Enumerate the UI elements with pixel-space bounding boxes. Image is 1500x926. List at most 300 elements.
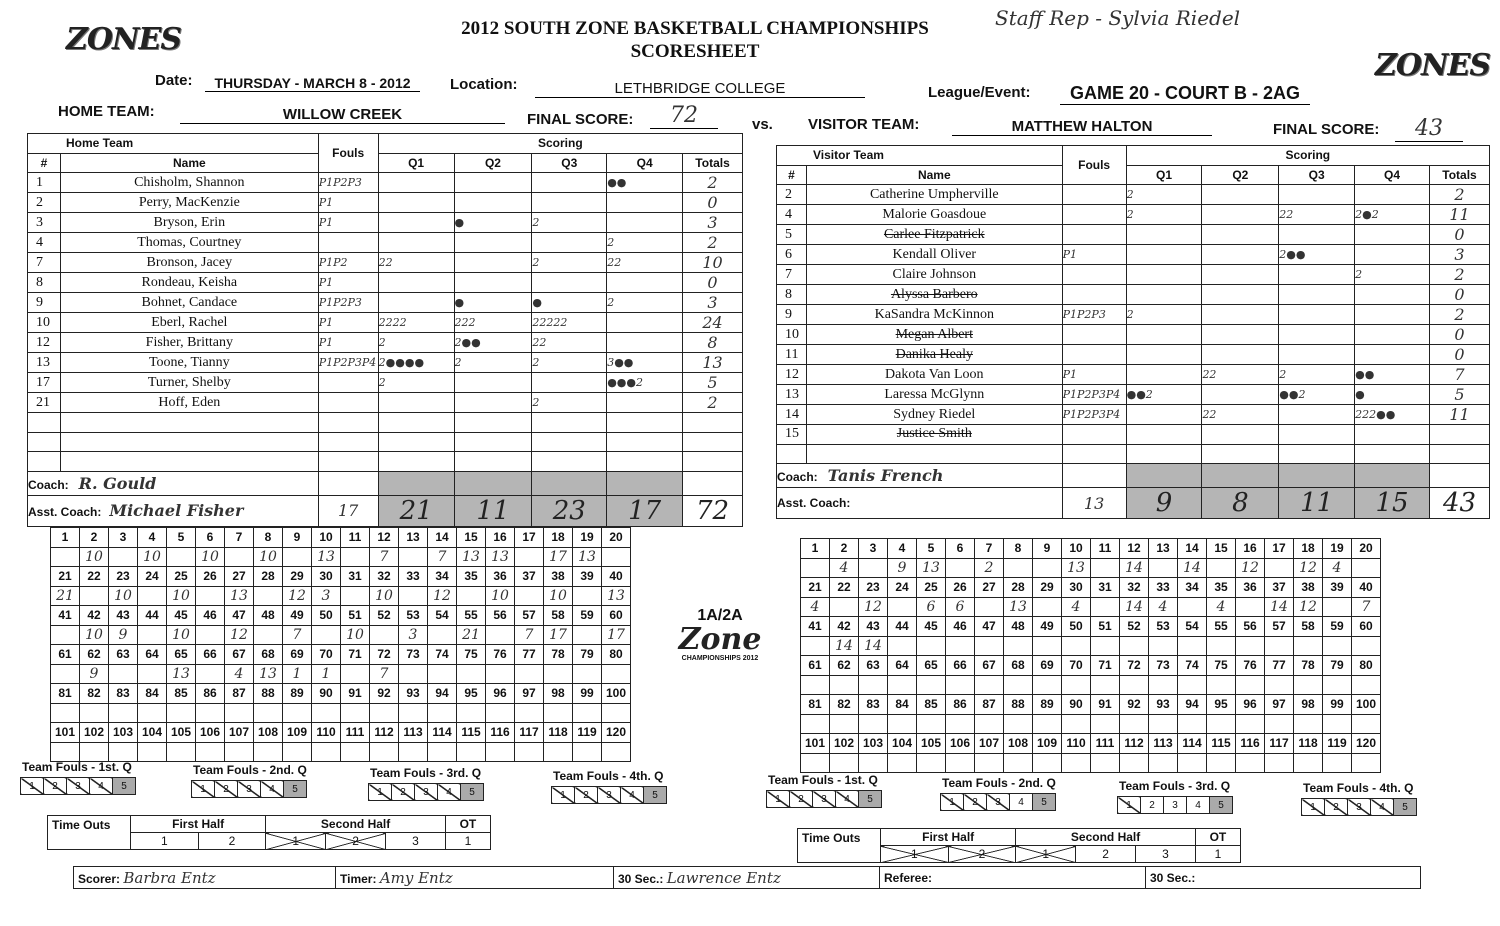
foul-box: 4 xyxy=(1010,794,1033,811)
score-number: 32 xyxy=(1120,578,1149,598)
score-mark xyxy=(946,636,975,656)
score-number: 101 xyxy=(801,734,830,754)
home-coach-signature: R. Gould xyxy=(78,473,157,493)
score-number: 99 xyxy=(573,684,602,704)
player-q1 xyxy=(378,293,454,313)
player-q2 xyxy=(1202,245,1279,265)
score-number: 93 xyxy=(1149,695,1178,715)
player-q1 xyxy=(378,393,454,413)
score-mark xyxy=(1294,714,1323,734)
score-mark: 13 xyxy=(1062,558,1091,578)
player-q1 xyxy=(1126,325,1202,345)
player-q3: 2●● xyxy=(1279,245,1355,265)
score-mark: 7 xyxy=(515,625,544,645)
timer-value: Amy Entz xyxy=(379,868,453,887)
player-total: 2 xyxy=(1430,265,1490,285)
score-mark xyxy=(515,586,544,606)
player-name: Kendall Oliver xyxy=(806,245,1062,265)
player-fouls: P1P2P3 xyxy=(318,173,378,193)
visitor-team-fouls-total: 13 xyxy=(1062,488,1126,519)
player-fouls: P1P2 xyxy=(318,253,378,273)
foul-box: 1 xyxy=(552,787,575,804)
score-number: 61 xyxy=(801,656,830,676)
score-number: 118 xyxy=(1294,734,1323,754)
player-q4: 2 xyxy=(607,233,683,253)
player-row xyxy=(28,253,743,273)
player-q1: 22 xyxy=(378,253,454,273)
player-fouls xyxy=(318,432,378,452)
home-team-fouls-q3 xyxy=(368,783,484,801)
score-mark xyxy=(573,586,602,606)
score-number: 68 xyxy=(1004,656,1033,676)
score-mark xyxy=(888,675,917,695)
score-mark: 13 xyxy=(167,664,196,684)
score-mark xyxy=(859,558,888,578)
score-number: 63 xyxy=(109,645,138,665)
score-mark: 10 xyxy=(370,586,399,606)
score-mark: 10 xyxy=(80,547,109,567)
visitor-section-label: Visitor Team xyxy=(777,146,1063,166)
score-mark: 1 xyxy=(312,664,341,684)
score-number: 5 xyxy=(167,528,196,548)
score-mark: 4 xyxy=(830,558,859,578)
player-total xyxy=(683,413,743,433)
player-fouls xyxy=(318,233,378,253)
player-name: Toone, Tianny xyxy=(60,353,318,373)
foul-box: 5 xyxy=(859,791,882,808)
player-number xyxy=(28,413,61,433)
player-total: 0 xyxy=(1430,345,1490,365)
score-number: 120 xyxy=(602,723,631,743)
score-mark xyxy=(196,586,225,606)
score-number: 107 xyxy=(975,734,1004,754)
score-mark xyxy=(1294,675,1323,695)
player-number: 10 xyxy=(777,325,807,345)
score-mark xyxy=(428,625,457,645)
player-number: 17 xyxy=(28,373,61,393)
score-mark xyxy=(602,664,631,684)
foul-box: 5 xyxy=(1033,794,1056,811)
score-mark: 17 xyxy=(544,547,573,567)
player-name: Megan Albert xyxy=(806,325,1062,345)
score-mark: 14 xyxy=(1265,597,1294,617)
score-mark xyxy=(602,742,631,762)
score-mark xyxy=(283,742,312,762)
score-number: 8 xyxy=(1004,539,1033,559)
score-mark xyxy=(399,547,428,567)
score-mark: 13 xyxy=(1004,597,1033,617)
score-number: 96 xyxy=(1236,695,1265,715)
player-q2: ● xyxy=(454,293,532,313)
player-q4: ●●●2 xyxy=(607,373,683,393)
score-mark xyxy=(830,675,859,695)
player-q3: 2 xyxy=(532,353,607,373)
score-number: 14 xyxy=(1178,539,1207,559)
player-fouls xyxy=(1062,325,1126,345)
player-name: Justice Smith xyxy=(806,425,1062,445)
score-mark xyxy=(1294,636,1323,656)
player-fouls xyxy=(1062,285,1126,305)
score-mark xyxy=(1004,675,1033,695)
score-number: 49 xyxy=(1033,617,1062,637)
player-q2 xyxy=(1202,345,1279,365)
player-number: 21 xyxy=(28,393,61,413)
score-number: 64 xyxy=(138,645,167,665)
score-mark xyxy=(1323,636,1352,656)
score-mark xyxy=(225,703,254,723)
score-number: 62 xyxy=(830,656,859,676)
foul-box: 1 xyxy=(21,778,44,795)
score-number: 72 xyxy=(370,645,399,665)
score-number: 86 xyxy=(946,695,975,715)
player-q1 xyxy=(378,413,454,433)
score-mark xyxy=(1352,636,1381,656)
player-name: Malorie Goasdoue xyxy=(806,205,1062,225)
score-mark xyxy=(1149,636,1178,656)
score-mark xyxy=(399,703,428,723)
player-fouls xyxy=(318,413,378,433)
score-number: 68 xyxy=(254,645,283,665)
home-team-value: WILLOW CREEK xyxy=(180,106,505,124)
player-q4: 2 xyxy=(607,293,683,313)
player-number: 4 xyxy=(28,233,61,253)
player-number: 15 xyxy=(777,425,807,445)
score-number: 2 xyxy=(80,528,109,548)
score-mark: 10 xyxy=(196,547,225,567)
score-mark xyxy=(51,625,80,645)
home-roster-table xyxy=(27,133,743,527)
score-number: 13 xyxy=(1149,539,1178,559)
score-mark: 12 xyxy=(1294,558,1323,578)
score-mark: 12 xyxy=(283,586,312,606)
score-number: 85 xyxy=(167,684,196,704)
player-number: 12 xyxy=(28,333,61,353)
home-asst-coach-label: Asst. Coach: xyxy=(28,505,102,519)
player-number: 5 xyxy=(777,225,807,245)
player-name: Bronson, Jacey xyxy=(60,253,318,273)
player-total: 3 xyxy=(1430,245,1490,265)
score-mark xyxy=(1033,558,1062,578)
score-number: 60 xyxy=(602,606,631,626)
player-name: Eberl, Rachel xyxy=(60,313,318,333)
player-q1 xyxy=(378,452,454,472)
score-mark xyxy=(1033,636,1062,656)
score-mark: 7 xyxy=(1352,597,1381,617)
score-number: 33 xyxy=(1149,578,1178,598)
score-number: 26 xyxy=(196,567,225,587)
score-number: 55 xyxy=(1207,617,1236,637)
score-mark xyxy=(1091,753,1120,773)
score-number: 91 xyxy=(1091,695,1120,715)
player-number: 10 xyxy=(28,313,61,333)
player-name xyxy=(60,432,318,452)
score-mark xyxy=(1207,558,1236,578)
player-q2 xyxy=(1202,285,1279,305)
score-number: 24 xyxy=(888,578,917,598)
col-q2: Q2 xyxy=(454,153,532,173)
foul-box: 2 xyxy=(964,794,987,811)
score-number: 117 xyxy=(1265,734,1294,754)
score-mark xyxy=(917,753,946,773)
score-number: 115 xyxy=(1207,734,1236,754)
player-name: Laressa McGlynn xyxy=(806,385,1062,405)
score-mark xyxy=(312,742,341,762)
score-mark xyxy=(801,636,830,656)
player-number: 3 xyxy=(28,213,61,233)
league-value: GAME 20 - COURT B - 2AG xyxy=(1060,83,1310,105)
score-number: 11 xyxy=(1091,539,1120,559)
staff-rep-note: Staff Rep - Sylvia Riedel xyxy=(995,6,1241,30)
score-mark: 10 xyxy=(167,586,196,606)
foul-box: 3 xyxy=(813,791,836,808)
score-mark xyxy=(573,703,602,723)
score-number: 10 xyxy=(1062,539,1091,559)
score-number: 39 xyxy=(1323,578,1352,598)
score-mark: 13 xyxy=(457,547,486,567)
home-running-score xyxy=(50,527,631,762)
player-q3: 2 xyxy=(532,393,607,413)
score-number: 19 xyxy=(573,528,602,548)
score-mark xyxy=(830,753,859,773)
score-number: 111 xyxy=(1091,734,1120,754)
player-q4: 3●● xyxy=(607,353,683,373)
score-mark xyxy=(1004,636,1033,656)
player-q2 xyxy=(1202,425,1279,445)
score-mark xyxy=(370,703,399,723)
player-q2 xyxy=(454,373,532,393)
score-number: 16 xyxy=(486,528,515,548)
player-q2 xyxy=(1202,444,1279,464)
player-number: 8 xyxy=(777,285,807,305)
player-number: 14 xyxy=(777,405,807,425)
score-number: 36 xyxy=(486,567,515,587)
v-col-q2: Q2 xyxy=(1202,165,1279,185)
score-number: 28 xyxy=(254,567,283,587)
player-q4 xyxy=(1355,245,1430,265)
player-q4: ●● xyxy=(1355,365,1430,385)
player-number: 11 xyxy=(777,345,807,365)
player-q1 xyxy=(1126,265,1202,285)
score-mark xyxy=(1207,753,1236,773)
v-col-q4: Q4 xyxy=(1355,165,1430,185)
player-q1: 2222 xyxy=(378,313,454,333)
player-row xyxy=(28,173,743,193)
score-number: 105 xyxy=(917,734,946,754)
foul-box: 3 xyxy=(238,781,261,798)
player-q2 xyxy=(454,432,532,452)
vs-label: vs. xyxy=(752,116,773,133)
score-number: 100 xyxy=(602,684,631,704)
player-name: Danika Healy xyxy=(806,345,1062,365)
foul-box: 2 xyxy=(215,781,238,798)
player-fouls xyxy=(1062,425,1126,445)
score-number: 63 xyxy=(859,656,888,676)
score-mark xyxy=(1004,714,1033,734)
player-q3 xyxy=(1279,185,1355,205)
score-number: 82 xyxy=(830,695,859,715)
score-mark xyxy=(573,742,602,762)
player-row xyxy=(777,285,1490,305)
score-mark xyxy=(1352,558,1381,578)
score-mark xyxy=(196,703,225,723)
score-number: 67 xyxy=(225,645,254,665)
score-number: 9 xyxy=(283,528,312,548)
player-q3: ●●2 xyxy=(1279,385,1355,405)
score-mark xyxy=(312,703,341,723)
score-mark: 13 xyxy=(486,547,515,567)
score-mark xyxy=(1091,675,1120,695)
score-number: 115 xyxy=(457,723,486,743)
player-fouls: P1 xyxy=(318,333,378,353)
score-mark xyxy=(1323,753,1352,773)
col-fouls: Fouls xyxy=(318,134,378,173)
player-q3 xyxy=(1279,425,1355,445)
score-mark xyxy=(1265,636,1294,656)
player-total xyxy=(683,452,743,472)
home-first-half: First Half xyxy=(131,816,266,833)
score-mark: 7 xyxy=(370,664,399,684)
score-number: 6 xyxy=(196,528,225,548)
score-number: 98 xyxy=(1294,695,1323,715)
score-number: 95 xyxy=(457,684,486,704)
score-number: 50 xyxy=(312,606,341,626)
score-number: 84 xyxy=(138,684,167,704)
player-number: 7 xyxy=(28,253,61,273)
score-number: 70 xyxy=(312,645,341,665)
score-mark xyxy=(859,675,888,695)
score-mark xyxy=(1004,558,1033,578)
score-number: 5 xyxy=(917,539,946,559)
player-q1 xyxy=(1126,405,1202,425)
player-q4 xyxy=(607,193,683,213)
score-number: 21 xyxy=(51,567,80,587)
score-mark xyxy=(254,742,283,762)
score-mark xyxy=(341,742,370,762)
score-number: 42 xyxy=(830,617,859,637)
player-total xyxy=(1430,425,1490,445)
home-timeouts xyxy=(47,815,491,850)
player-fouls: P1P2P3 xyxy=(318,293,378,313)
score-number: 43 xyxy=(109,606,138,626)
score-mark xyxy=(602,547,631,567)
score-mark xyxy=(1091,636,1120,656)
score-number: 46 xyxy=(946,617,975,637)
score-mark xyxy=(486,703,515,723)
player-q3 xyxy=(532,233,607,253)
player-q3: 22 xyxy=(532,333,607,353)
score-mark: 12 xyxy=(428,586,457,606)
player-number: 1 xyxy=(28,173,61,193)
score-mark xyxy=(1207,675,1236,695)
score-mark xyxy=(486,625,515,645)
score-number: 15 xyxy=(457,528,486,548)
player-q4 xyxy=(1355,305,1430,325)
player-fouls xyxy=(1062,345,1126,365)
score-mark: 13 xyxy=(917,558,946,578)
score-number: 114 xyxy=(428,723,457,743)
score-number: 50 xyxy=(1062,617,1091,637)
score-number: 44 xyxy=(888,617,917,637)
score-mark xyxy=(801,558,830,578)
foul-box: 3 xyxy=(415,784,438,801)
player-q1: 2●●●● xyxy=(378,353,454,373)
score-mark xyxy=(196,664,225,684)
officials-table xyxy=(73,866,1421,889)
score-mark: 14 xyxy=(1120,558,1149,578)
logo-line1: 1A/2A xyxy=(697,607,743,624)
timeout-box: 2 xyxy=(326,833,386,850)
player-row xyxy=(28,273,743,293)
score-number: 71 xyxy=(341,645,370,665)
score-number: 104 xyxy=(138,723,167,743)
foul-box: 4 xyxy=(1371,799,1394,816)
player-q4 xyxy=(607,333,683,353)
timeout-box: 2 xyxy=(198,833,266,850)
score-number: 42 xyxy=(80,606,109,626)
score-number: 12 xyxy=(1120,539,1149,559)
player-row xyxy=(28,233,743,253)
player-q2: ● xyxy=(454,213,532,233)
score-mark xyxy=(917,714,946,734)
logo-line3: CHAMPIONSHIPS 2012 xyxy=(681,655,759,662)
player-q2: 22 xyxy=(1202,365,1279,385)
score-number: 27 xyxy=(975,578,1004,598)
player-q3: 2 xyxy=(1279,365,1355,385)
score-mark xyxy=(1236,714,1265,734)
score-number: 4 xyxy=(888,539,917,559)
score-number: 112 xyxy=(1120,734,1149,754)
home-q2-total: 11 xyxy=(454,495,532,526)
player-name: Dakota Van Loon xyxy=(806,365,1062,385)
score-mark xyxy=(341,547,370,567)
score-number: 69 xyxy=(1033,656,1062,676)
score-number: 83 xyxy=(859,695,888,715)
player-q2 xyxy=(1202,325,1279,345)
player-q4 xyxy=(607,393,683,413)
home-team-label: HOME TEAM: xyxy=(58,103,155,120)
score-mark: 3 xyxy=(399,625,428,645)
home-final-label: FINAL SCORE: xyxy=(527,111,634,128)
score-number: 37 xyxy=(515,567,544,587)
score-mark xyxy=(515,664,544,684)
player-fouls: P1P2P3P4 xyxy=(1062,385,1126,405)
visitor-first-half: First Half xyxy=(881,829,1016,846)
foul-box: 4 xyxy=(1187,797,1210,814)
score-number: 39 xyxy=(573,567,602,587)
score-number: 85 xyxy=(917,695,946,715)
score-mark xyxy=(1033,675,1062,695)
foul-box: 5 xyxy=(284,781,307,798)
home-final-score: 72 xyxy=(650,103,718,129)
player-number: 4 xyxy=(777,205,807,225)
score-number: 110 xyxy=(1062,734,1091,754)
score-mark xyxy=(888,753,917,773)
foul-box: 3 xyxy=(598,787,621,804)
score-mark xyxy=(515,742,544,762)
score-mark xyxy=(225,742,254,762)
player-q1 xyxy=(378,432,454,452)
score-mark: 6 xyxy=(917,597,946,617)
foul-box: 2 xyxy=(1325,799,1348,816)
foul-box: 2 xyxy=(1141,797,1164,814)
score-mark xyxy=(399,664,428,684)
score-number: 110 xyxy=(312,723,341,743)
home-coach-label: Coach: xyxy=(28,477,69,492)
score-mark xyxy=(283,547,312,567)
player-q4 xyxy=(607,213,683,233)
visitor-running-score xyxy=(800,538,1381,773)
score-mark xyxy=(486,664,515,684)
